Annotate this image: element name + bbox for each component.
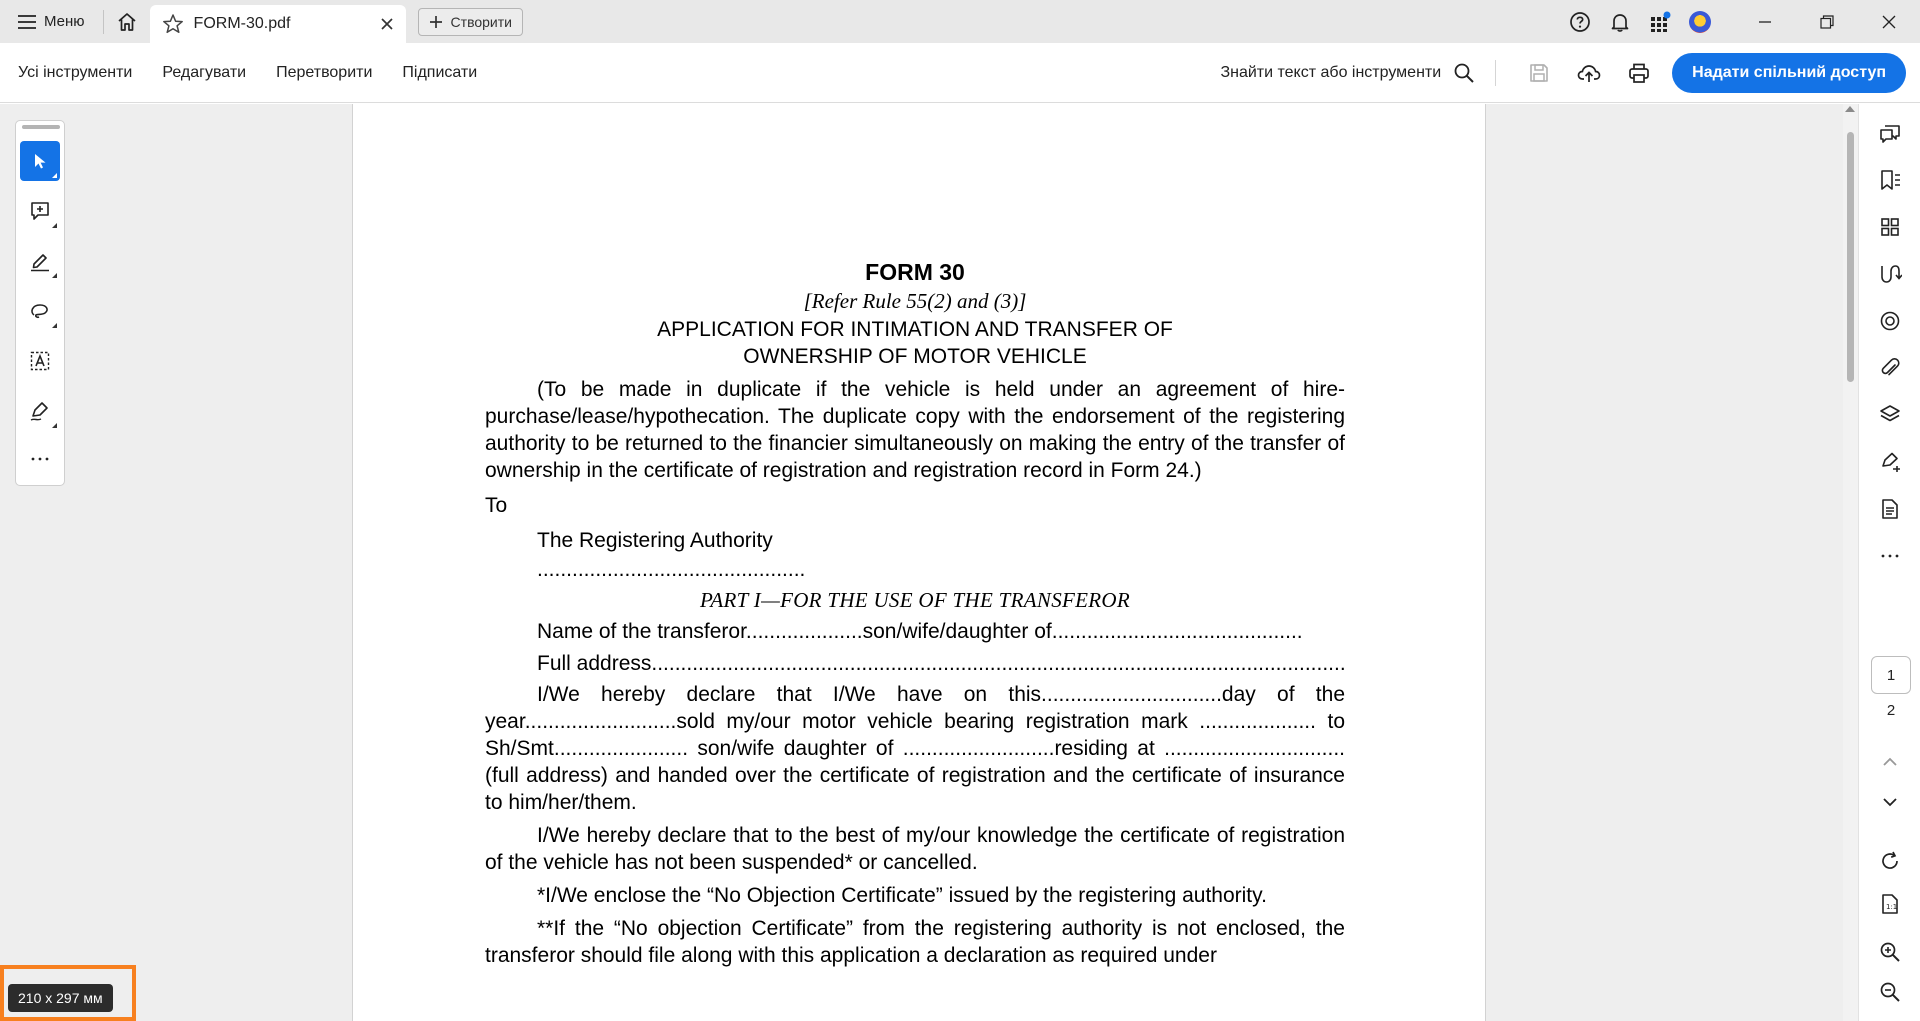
transferor-name-line: Name of the transferor....................son/wife/daughter of........................................... [537,620,1303,643]
tab-title: FORM-30.pdf [193,15,291,32]
tags-panel-button[interactable] [1876,260,1904,288]
intro-paragraph: (To be made in duplicate if the vehicle is held under an agreement of hire-purchase/lease/hypothecation. The duplicate copy with the endorsement of the registering authority to be returned to the financier simultaneously on making the entry of the transfer of ownership in the certificate of registration and registration record in Form 24.) [485,378,1345,482]
document-icon [1879,498,1901,520]
submenu-corner [52,173,57,178]
rotate-icon [1879,850,1901,872]
page-size-badge: 210 x 297 мм [8,984,113,1012]
right-panel-rail [1858,104,1920,1021]
home-icon [117,12,137,32]
signature-pen-icon [1879,451,1901,473]
close-tab-icon[interactable] [380,17,394,31]
restore-icon [1820,15,1834,29]
to-line: To [485,494,508,517]
flow-arrow-icon [1878,262,1902,286]
plus-icon [429,15,443,29]
thumbnails-grid-icon [1879,216,1901,238]
zoom-out-icon [1879,981,1901,1003]
menu-sign[interactable]: Підписати [402,63,478,81]
menu-label: Меню [44,13,85,30]
close-window-button[interactable] [1858,0,1920,43]
home-button[interactable] [104,0,150,43]
not-suspended-paragraph: I/We hereby declare that to the best of my/our knowledge the certificate of registration of the vehicle has not been suspended* or cancelled. [485,824,1345,874]
submenu-corner [52,223,57,228]
lasso-icon [29,300,51,322]
quick-tools-rail [15,120,65,486]
vertical-scrollbar[interactable] [1843,104,1858,1021]
title-bar [0,0,1920,43]
layers-icon [1879,404,1901,426]
text-box-icon [29,350,51,372]
cloud-upload-icon [1577,62,1601,84]
rail-drag-handle[interactable] [22,125,60,129]
next-page-button[interactable] [1876,788,1904,816]
document-properties-button[interactable] [1876,495,1904,523]
restore-button[interactable] [1796,0,1858,43]
form-title: FORM 30 [865,259,965,285]
save-button[interactable] [1514,53,1564,93]
signatures-panel-button[interactable] [1876,448,1904,476]
layers-panel-button[interactable] [1876,401,1904,429]
sign-tool[interactable] [20,391,60,431]
submenu-corner [52,423,57,428]
printer-icon [1628,62,1650,84]
more-panels-button[interactable] [1876,542,1904,570]
apps-button[interactable] [1640,0,1680,43]
fit-page-button[interactable] [1876,890,1904,918]
help-button[interactable] [1560,0,1600,43]
apps-grid-icon [1649,11,1671,33]
menu-button[interactable] [0,0,103,43]
star-icon[interactable] [162,13,184,35]
upload-cloud-button[interactable] [1564,53,1614,93]
more-tools-button[interactable] [20,439,60,479]
comments-panel-button[interactable] [1876,120,1904,148]
notifications-button[interactable] [1600,0,1640,43]
chevron-down-icon [1882,797,1898,807]
form-heading-line1: APPLICATION FOR INTIMATION AND TRANSFER OF [657,318,1173,341]
freehand-draw-tool[interactable] [20,291,60,331]
previous-page-button[interactable] [1876,748,1904,776]
svg-text:1:1: 1:1 [1886,903,1898,911]
print-button[interactable] [1614,53,1664,93]
cursor-arrow-icon [31,152,49,170]
comments-icon [1878,122,1902,146]
comment-add-icon [29,200,51,222]
more-dots-icon [1880,553,1900,559]
bookmark-icon [1878,168,1902,192]
form-rule: [Refer Rule 55(2) and (3)] [803,289,1027,313]
add-comment-tool[interactable] [20,191,60,231]
profile-button[interactable] [1680,0,1720,43]
menu-convert[interactable]: Перетворити [276,63,373,81]
pdf-page[interactable] [352,104,1486,1021]
minimize-button[interactable] [1734,0,1796,43]
bookmarks-panel-button[interactable] [1876,166,1904,194]
current-page-indicator[interactable]: 1 [1871,656,1911,694]
zoom-in-icon [1879,941,1901,963]
zoom-out-button[interactable] [1876,978,1904,1006]
more-dots-icon [30,456,50,462]
create-label: Створити [450,13,512,30]
attachments-panel-button[interactable] [1876,354,1904,382]
page-content [485,258,1345,969]
form-heading-line2: OWNERSHIP OF MOTOR VEHICLE [743,345,1087,368]
fit-page-icon [1879,893,1901,915]
divider [1495,60,1496,86]
scroll-thumb[interactable] [1847,132,1854,382]
document-viewport[interactable] [0,104,1858,1021]
target-icon [1879,310,1901,332]
enclose-noc-paragraph: *I/We enclose the “No Objection Certificate” issued by the registering authority. [537,884,1267,907]
hamburger-icon [18,15,36,29]
search-icon[interactable] [1453,62,1475,84]
rotate-button[interactable] [1876,847,1904,875]
highlighter-icon [29,250,51,272]
share-button[interactable]: Надати спільний доступ [1672,53,1906,93]
authority-dots: .............................................. [537,558,806,581]
minimize-icon [1758,15,1772,29]
paperclip-icon [1879,357,1901,379]
noc-missing-paragraph: **If the “No objection Certificate” from the registering authority is not enclosed, the transferor should file along with this application a declaration as required under [485,917,1345,967]
menu-edit[interactable]: Редагувати [162,63,247,81]
save-icon [1528,62,1550,84]
thumbnails-panel-button[interactable] [1876,213,1904,241]
add-text-tool[interactable] [20,341,60,381]
help-icon [1569,11,1591,33]
select-tool[interactable] [20,141,60,181]
bell-icon [1609,11,1631,33]
menu-all-tools[interactable]: Усі інструменти [18,63,133,81]
authority-line: The Registering Authority [537,529,773,552]
document-tab[interactable] [150,5,406,43]
part1-heading: PART I—FOR THE USE OF THE TRANSFEROR [699,588,1130,612]
create-button[interactable] [418,8,523,36]
highlight-tool[interactable] [20,241,60,281]
close-icon [1882,15,1896,29]
pen-sign-icon [29,400,51,422]
declaration-paragraph: I/We hereby declare that I/We have on this...............................day of the year..........................sold my/our motor vehicle bearing registration mark .................... to Sh/Smt....................... son/wife daughter of ..........................residing at ............................... (full address) and handed over the certificate of registration and the certificate of insurance to him/her/them. [485,683,1345,814]
address-line: Full address....................................................................................................................... [537,652,1346,675]
main-toolbar [0,43,1920,103]
chevron-up-icon [1882,757,1898,767]
submenu-corner [52,323,57,328]
scroll-up-arrow-icon[interactable] [1845,106,1855,112]
zoom-in-button[interactable] [1876,938,1904,966]
submenu-corner [52,273,57,278]
page-number-2[interactable]: 2 [1886,702,1896,719]
avatar [1689,11,1711,33]
accessibility-panel-button[interactable] [1876,307,1904,335]
find-text-label[interactable]: Знайти текст або інструменти [1220,64,1442,81]
